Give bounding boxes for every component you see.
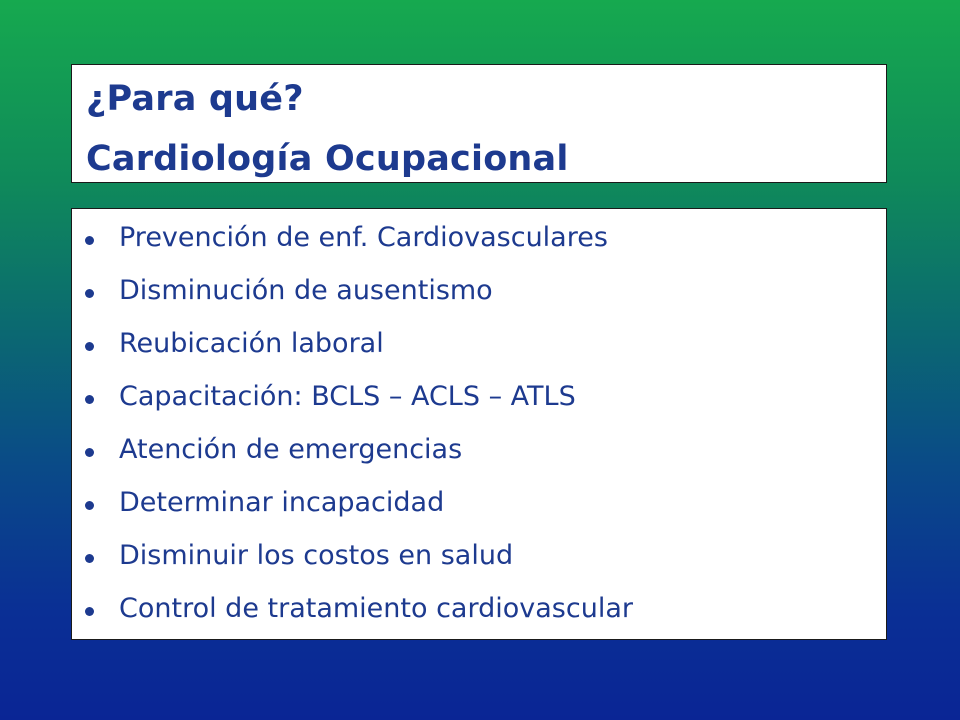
bullet-item	[72, 274, 886, 314]
bullet-item	[72, 486, 886, 526]
bullet-dot-icon	[85, 607, 94, 616]
bullet-text: Prevención de enf. Cardiovasculares	[119, 222, 608, 253]
slide-title-line-2: Cardiología Ocupacional	[86, 139, 569, 179]
bullet-item	[72, 380, 886, 420]
bullet-item	[72, 433, 886, 473]
bullet-dot-icon	[85, 236, 94, 245]
bullet-text: Disminución de ausentismo	[119, 275, 493, 306]
bullet-text: Reubicación laboral	[119, 328, 384, 359]
bullet-item	[72, 221, 886, 261]
title-box	[71, 64, 887, 183]
bullet-item	[72, 327, 886, 367]
bullet-text: Capacitación: BCLS – ACLS – ATLS	[119, 381, 576, 412]
bullet-text: Atención de emergencias	[119, 434, 463, 465]
bullet-dot-icon	[85, 342, 94, 351]
slide-title-line-1: ¿Para qué?	[86, 79, 304, 119]
bullet-dot-icon	[85, 448, 94, 457]
bullet-item	[72, 539, 886, 579]
bullet-dot-icon	[85, 554, 94, 563]
bullet-text: Determinar incapacidad	[119, 487, 445, 518]
bullet-dot-icon	[85, 501, 94, 510]
bullet-item	[72, 592, 886, 632]
bullet-dot-icon	[85, 395, 94, 404]
bullet-dot-icon	[85, 289, 94, 298]
content-box	[71, 208, 887, 640]
bullet-text: Control de tratamiento cardiovascular	[119, 593, 633, 624]
bullet-text: Disminuir los costos en salud	[119, 540, 514, 571]
